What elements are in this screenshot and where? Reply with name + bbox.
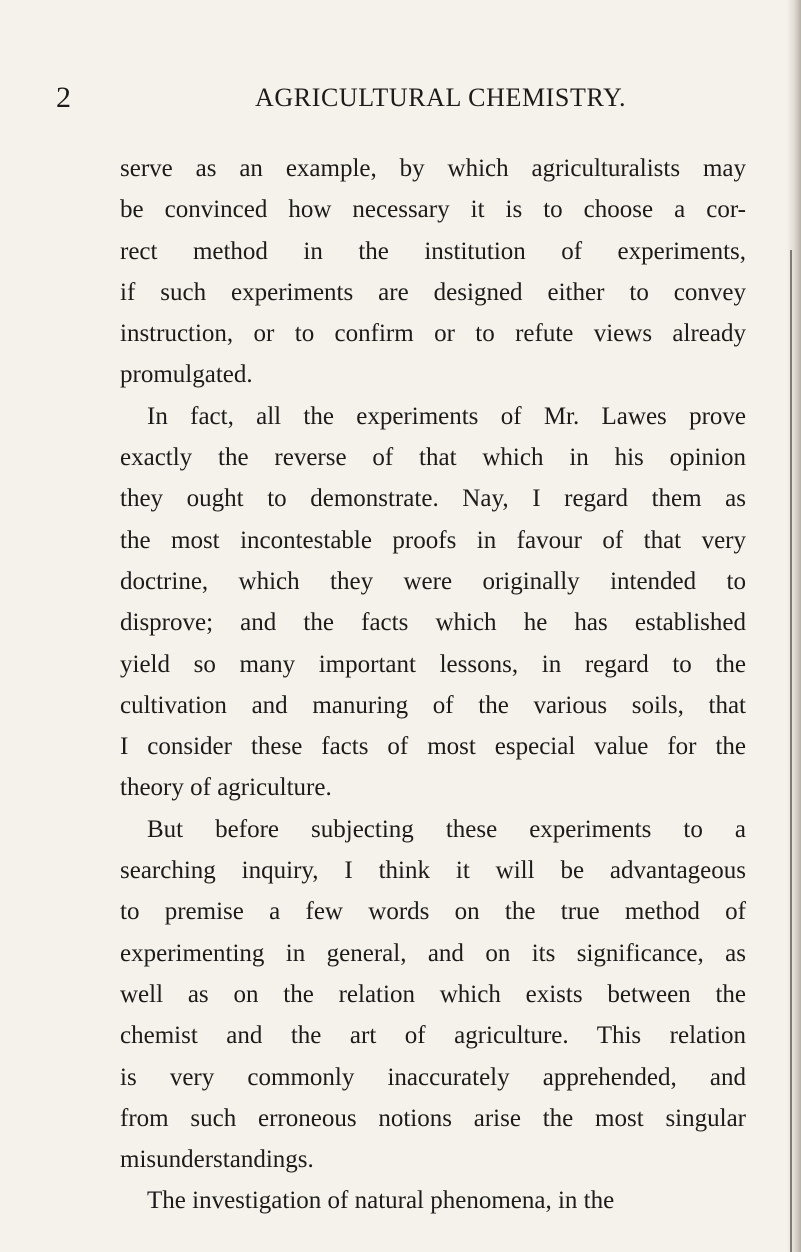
text-line: the most incontestable proofs in favour of that very [120,526,746,554]
text-line: experimenting in general, and on its significance, as [120,939,746,967]
text-line: I consider these facts of most especial value for the [120,733,746,761]
text-line: promulgated. [120,361,253,389]
text-line: they ought to demonstrate. Nay, I regard them as [120,485,746,513]
text-line: But before subjecting these experiments to a [147,815,746,843]
text-line: The investigation of natural phenomena, in the [147,1187,615,1215]
text-line: searching inquiry, I think it will be advantageous [120,857,746,885]
text-line: yield so many important lessons, in regard to the [120,650,746,678]
page-edge-line [790,250,792,1252]
paragraph-3 [120,809,746,1181]
text-line: exactly the reverse of that which in his opinion [120,444,746,472]
text-line: be convinced how necessary it is to choose a cor- [120,196,746,224]
text-line: if such experiments are designed either to convey [120,278,746,306]
text-line: rect method in the institution of experiments, [120,237,746,265]
paragraph-2 [120,396,746,809]
paragraph-4 [120,1180,746,1221]
text-line: is very commonly inaccurately apprehended, and [120,1063,746,1091]
text-line: cultivation and manuring of the various soils, that [120,691,746,719]
running-title: AGRICULTURAL CHEMISTRY. [255,83,627,112]
text-line: theory of agriculture. [120,774,332,802]
text-line: serve as an example, by which agriculturalists may [120,155,746,182]
text-line: doctrine, which they were originally intended to [120,567,746,595]
running-head [56,78,746,118]
body-text [120,148,746,1222]
paragraph-1 [120,148,746,396]
text-line: to premise a few words on the true method of [120,898,746,926]
text-line: well as on the relation which exists between the [120,980,746,1008]
page-number: 2 [56,81,71,114]
text-line: from such erroneous notions arise the most singular [120,1104,746,1132]
text-line: In fact, all the experiments of Mr. Lawes prove [147,402,746,430]
text-line: disprove; and the facts which he has established [120,609,746,637]
text-line: misunderstandings. [120,1146,314,1174]
text-line: chemist and the art of agriculture. This relation [120,1022,746,1050]
text-line: instruction, or to confirm or to refute views already [120,320,746,348]
